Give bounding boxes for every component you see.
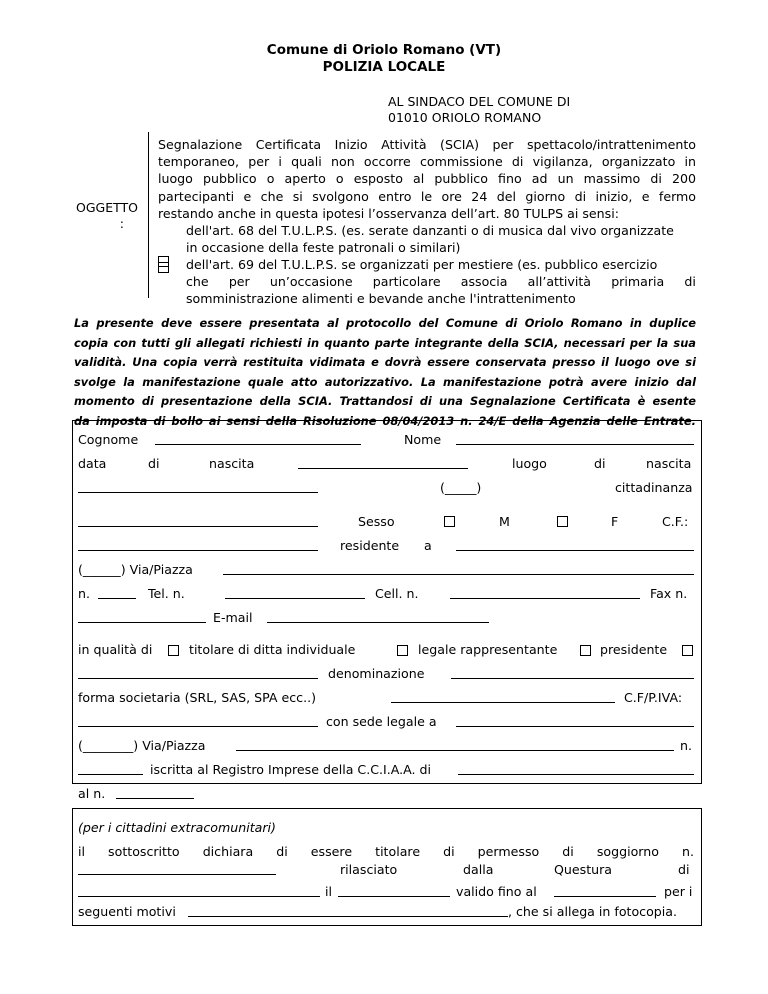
civico-2-field[interactable] — [78, 762, 143, 775]
oggetto-label-colon: : — [119, 216, 124, 231]
option-69 — [186, 256, 696, 308]
word: il — [78, 844, 85, 859]
cell-label: Cell. n. — [375, 586, 419, 601]
option-68 — [186, 222, 696, 256]
oggetto-line: luogo pubblico o aperto o esposto al pubblico fino ad un massimo di 200 — [158, 171, 696, 187]
data-label: data — [78, 456, 107, 471]
titolare-label: titolare di ditta individuale — [189, 642, 356, 657]
presidente-checkbox[interactable] — [580, 645, 591, 656]
dalla-label: dalla — [463, 862, 494, 877]
option-68-line2: in occasione della feste patronali o similari) — [186, 240, 461, 256]
cf-field[interactable] — [78, 538, 318, 551]
forma-societaria-field[interactable] — [391, 690, 615, 703]
notice — [74, 314, 696, 432]
cognome-field[interactable] — [155, 432, 361, 445]
header-municipality: Comune di Oriolo Romano (VT) — [266, 42, 502, 58]
row-qualita — [78, 642, 694, 658]
tel-label: Tel. n. — [148, 586, 185, 601]
cognome-label: Cognome — [78, 432, 139, 447]
valido-label: valido fino al — [456, 884, 537, 899]
nome-label: Nome — [404, 432, 442, 447]
cittadinanza-field[interactable] — [78, 514, 318, 527]
denominazione-field[interactable] — [451, 666, 694, 679]
allega-label: , che si allega in fotocopia. — [508, 904, 678, 919]
sesso-m-label: M — [499, 514, 510, 529]
permesso-numero-field[interactable] — [78, 862, 276, 875]
word: di — [443, 844, 455, 859]
questura-label: Questura — [554, 862, 613, 877]
option-69-line1: dell'art. 69 del T.U.L.P.S. se organizzati per mestiere (es. pubblico esercizio — [186, 257, 658, 272]
sede-legale-label: con sede legale a — [326, 714, 437, 729]
word: associa — [460, 274, 508, 290]
cf-piva-field[interactable] — [78, 714, 318, 727]
titolare-checkbox[interactable] — [168, 645, 179, 656]
oggetto-label — [74, 200, 138, 232]
sede-legale-field[interactable] — [456, 714, 694, 727]
oggetto-line: restando anche in questa ipotesi l’osservanza dell’art. 80 TULPS ai sensi: — [158, 205, 619, 221]
recipient-line1: AL SINDACO DEL COMUNE DI — [388, 94, 571, 109]
legale-checkbox[interactable] — [397, 645, 408, 656]
sesso-m-checkbox[interactable] — [444, 516, 455, 527]
questura-field[interactable] — [78, 884, 320, 897]
al-n-label: al n. — [78, 786, 106, 801]
notice-line: da imposta di bollo ai sensi della Risoluzione 08/04/2013 n. 24/E della Agenzia delle Entrate. — [74, 413, 696, 428]
residente-label: residente — [340, 538, 400, 553]
oggetto-line: partecipanti e che si svolgono entro le ore 24 del giorno di inizio, e fermo — [158, 188, 696, 204]
rilasciato-label: rilasciato — [340, 862, 398, 877]
word: sottoscritto — [108, 844, 180, 859]
di2-label: di — [594, 456, 606, 471]
via-piazza-2-label: (________) Via/Piazza — [78, 738, 206, 753]
nascita-label: nascita — [209, 456, 255, 471]
recipient-line2: 01010 ORIOLO ROMANO — [388, 110, 542, 125]
word: di — [562, 844, 574, 859]
option-69-line3: somministrazione alimenti e bevande anche l'intrattenimento — [186, 291, 576, 307]
qualifica-field[interactable] — [78, 666, 318, 679]
sesso-f-checkbox[interactable] — [557, 516, 568, 527]
presidente-label: presidente — [600, 642, 668, 657]
word: titolare — [375, 844, 421, 859]
cf-piva-label: C.F/P.IVA: — [624, 690, 683, 705]
header-department: POLIZIA LOCALE — [322, 59, 446, 75]
fax-label: Fax n. — [650, 586, 688, 601]
email-field[interactable] — [267, 610, 489, 623]
luogo-label: luogo — [512, 456, 547, 471]
seguenti-motivi-label: seguenti motivi — [78, 904, 176, 919]
nascita2-label: nascita — [646, 456, 692, 471]
oggetto-divider — [148, 132, 149, 298]
data-nascita-field[interactable] — [298, 456, 468, 469]
notice-line: copia con tutti gli allegati richiesti in quanto parte integrante della SCIA, necessari per la sua — [74, 335, 696, 350]
word: di — [276, 844, 288, 859]
rilascio-data-field[interactable] — [338, 884, 450, 897]
notice-line: svolge la manifestazione quale atto autorizzativo. La manifestazione potrà avere inizio dal — [74, 374, 696, 389]
word: dichiara — [202, 844, 254, 859]
denominazione-label: denominazione — [328, 666, 425, 681]
sesso-label: Sesso — [358, 514, 395, 529]
word: permesso — [477, 844, 540, 859]
notice-line: momento di presentazione della SCIA. Trattandosi di una Segnalazione Certificata è esente — [74, 394, 696, 409]
word: essere — [310, 844, 353, 859]
tel-field[interactable] — [225, 586, 365, 599]
option-69-checkbox[interactable] — [158, 262, 169, 277]
notice-line: La presente deve essere presentata al protocollo del Comune di Oriolo Romano in duplice — [74, 316, 696, 330]
motivi-field[interactable] — [188, 904, 508, 917]
per-i-label: per i — [664, 884, 693, 899]
luogo-nascita-field[interactable] — [78, 480, 318, 493]
word: soggiorno — [596, 844, 659, 859]
civico-2-label: n. — [680, 738, 692, 753]
questura-di-label: di — [678, 862, 690, 877]
email-label: E-mail — [213, 610, 253, 625]
di-label: di — [148, 456, 160, 471]
word: particolare — [372, 274, 441, 290]
word: primaria — [611, 274, 665, 290]
oggetto-text — [158, 136, 696, 222]
row-al-n — [78, 786, 694, 802]
cciaa-field[interactable] — [458, 762, 694, 775]
civico-field[interactable] — [98, 586, 136, 599]
residente-field[interactable] — [456, 538, 694, 551]
cell-field[interactable] — [450, 586, 640, 599]
notice-line: validità. Una copia verrà restituita vidimata e dovrà essere conservata presso il luogo ove si — [74, 355, 696, 370]
cf-label: C.F.: — [662, 514, 689, 529]
via-piazza-label: (______) Via/Piazza — [78, 562, 193, 577]
legale-label: legale rappresentante — [418, 642, 558, 657]
sesso-f-label: F — [611, 514, 619, 529]
extracomunitari-heading: (per i cittadini extracomunitari) — [78, 820, 276, 835]
iscritta-label: iscritta al Registro Imprese della C.C.I.A.A. di — [150, 762, 432, 777]
option-69-line2 — [186, 273, 696, 290]
word: di — [684, 274, 696, 290]
al-n-field[interactable] — [116, 786, 194, 799]
residente-a-label: a — [424, 538, 432, 553]
extracomunitari-line1 — [78, 844, 694, 860]
row-data-nascita — [78, 456, 694, 472]
scadenza-field[interactable] — [554, 884, 656, 897]
oggetto-line: Segnalazione Certificata Inizio Attività (SCIA) per spettacolo/intrattenimento — [158, 137, 696, 152]
word: per — [228, 274, 250, 290]
via-piazza-field[interactable] — [223, 562, 694, 575]
row-via-piazza-2 — [78, 738, 694, 754]
forma-societaria-label: forma societaria (SRL, SAS, SPA ecc..) — [78, 690, 317, 705]
via-piazza-2-field[interactable] — [236, 738, 674, 751]
word: n. — [681, 844, 694, 859]
row-cognome-nome — [78, 432, 694, 448]
il-label: il — [325, 884, 332, 899]
row-contatti — [78, 586, 694, 602]
row-forma-societaria — [78, 690, 694, 706]
word: che — [186, 274, 209, 290]
cittadinanza-label: cittadinanza — [615, 480, 693, 495]
oggetto-label-text: OGGETTO — [76, 200, 138, 215]
altro-checkbox[interactable] — [682, 645, 693, 656]
header — [0, 42, 768, 76]
in-qualita-label: in qualità di — [78, 642, 153, 657]
fax-field[interactable] — [78, 610, 206, 623]
extracomunitari-line4 — [78, 904, 694, 920]
provincia-field[interactable]: (_____) — [440, 480, 482, 495]
oggetto-line: temporaneo, per i quali non occorre commissione di vigilanza, organizzato in — [158, 154, 696, 170]
civico-label: n. — [78, 586, 90, 601]
recipient-block — [388, 94, 570, 126]
word: all’attività — [527, 274, 592, 290]
nome-field[interactable] — [456, 432, 694, 445]
option-68-line1: dell'art. 68 del T.U.L.P.S. (es. serate danzanti o di musica dal vivo organizzate — [186, 223, 674, 238]
row-via-piazza-1 — [78, 562, 694, 578]
word: un’occasione — [269, 274, 353, 290]
